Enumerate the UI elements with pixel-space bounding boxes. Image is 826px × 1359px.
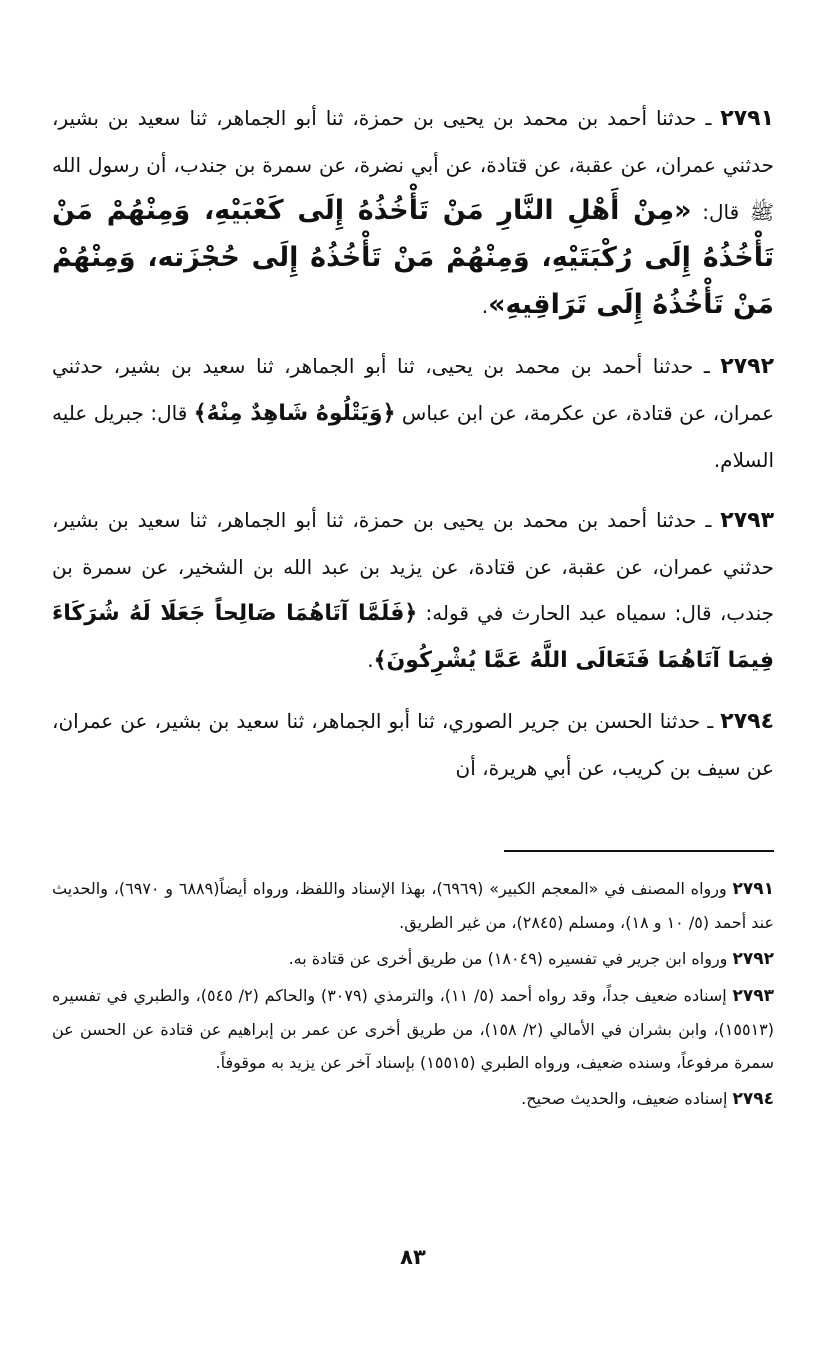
main-text [52, 95, 774, 791]
footnote-number: ٢٧٩٤ [732, 1089, 774, 1109]
footnote-text: ورواه ابن جرير في تفسيره (١٨٠٤٩) من طريق أخرى عن قتادة به. [288, 949, 733, 968]
quran-verse: ﴿فَلَمَّا آتَاهُمَا صَالِحاً جَعَلَا لَهُ شُرَكَاءَ فِيمَا آتَاهُمَا فَتَعَالَى اللَّهُ عَمَّا يُشْرِكُونَ﴾ [52, 601, 774, 673]
hadith-text: ـ حدثنا أحمد بن محمد بن يحيى بن حمزة، ثنا أبو الجماهر، ثنا سعيد بن بشير، حدثني عمران، عن عقبة، عن قتادة، عن أبي نضرة، عن سمرة بن جندب، أن رسول الله ﷺ قال: [52, 106, 774, 224]
hadith-2794 [52, 698, 774, 791]
hadith-text: ـ حدثنا أحمد بن محمد بن يحيى، ثنا أبو الجماهر، ثنا سعيد بن بشير، حدثني عمران، عن قتادة، عن عكرمة، عن ابن عباس [52, 354, 774, 425]
footnote-number: ٢٧٩٣ [732, 986, 775, 1006]
footnote-text: إسناده ضعيف جداً، وقد رواه أحمد (٥/ ١١)، والترمذي (٣٠٧٩) والحاكم (٢/ ٥٤٥)، والطبري في تفسيره (١٥٥١٣)، وابن بشران في الأمالي (٢/ ١٥٨)، من طريق أخرى عن عمر بن إبراهيم عن قتادة عن الحسن عن سمرة مرفوعاً، وسنده ضعيف، ورواه الطبري (١٥٥١٥) بإسناد آخر عن يزيد به موقوفاً. [52, 986, 775, 1072]
hadith-text: ـ حدثنا أحمد بن محمد بن يحيى بن حمزة، ثنا أبو الجماهر، ثنا سعيد بن بشير، حدثني عمران، عن عقبة، عن قتادة، عن يزيد بن عبد الله بن الشخير، عن سمرة بن جندب، قال: سمياه عبد الحارث في قوله: [52, 508, 774, 625]
footnote-2794 [52, 1082, 774, 1116]
hadith-end: . [367, 648, 374, 672]
footnote-2793 [52, 979, 774, 1079]
footnote-number: ٢٧٩١ [732, 879, 775, 899]
quran-verse: ﴿وَيَتْلُوهُ شَاهِدٌ مِنْهُ﴾ [193, 401, 396, 426]
hadith-2792 [52, 343, 774, 483]
footnote-text: ورواه المصنف في «المعجم الكبير» (٦٩٦٩)، بهذا الإسناد واللفظ، ورواه أيضاً(٦٨٨٩ و ٦٩٧٠)، والحديث عند أحمد (٥/ ١٠ و ١٨)، ومسلم (٢٨٤٥)، من غير الطريق. [52, 879, 774, 932]
hadith-number: ٢٧٩٤ [720, 709, 774, 734]
footnote-number: ٢٧٩٢ [732, 949, 774, 969]
footnote-separator [504, 850, 774, 852]
footnote-text: إسناده ضعيف، والحديث صحيح. [521, 1089, 733, 1108]
hadith-end: قال: جبريل عليه السلام. [52, 401, 774, 472]
hadith-2793 [52, 497, 774, 684]
hadith-number: ٢٧٩١ [720, 106, 774, 131]
hadith-number: ٢٧٩٣ [720, 508, 774, 533]
hadith-number: ٢٧٩٢ [720, 354, 774, 379]
footnote-2792 [52, 942, 774, 976]
hadith-text: ـ حدثنا الحسن بن جرير الصوري، ثنا أبو الجماهر، ثنا سعيد بن بشير، عن عمران، عن سيف بن كريب، عن أبي هريرة، أن [52, 709, 774, 780]
prophetic-saying: «مِنْ أَهْلِ النَّارِ مَنْ تَأْخُذُهُ إِلَى كَعْبَيْهِ، وَمِنْهُمْ مَنْ تَأْخُذُهُ إِلَى رُكْبَتَيْهِ، وَمِنْهُمْ مَنْ تَأْخُذُهُ إِلَى حُجْزَته، وَمِنْهُمْ مَنْ تَأْخُذُهُ إِلَى تَرَاقِيهِ» [52, 195, 774, 320]
hadith-2791 [52, 95, 774, 329]
page-number: ٨٣ [400, 1245, 426, 1269]
footnotes [52, 872, 774, 1119]
hadith-end: . [481, 294, 489, 318]
footnote-2791 [52, 872, 774, 939]
